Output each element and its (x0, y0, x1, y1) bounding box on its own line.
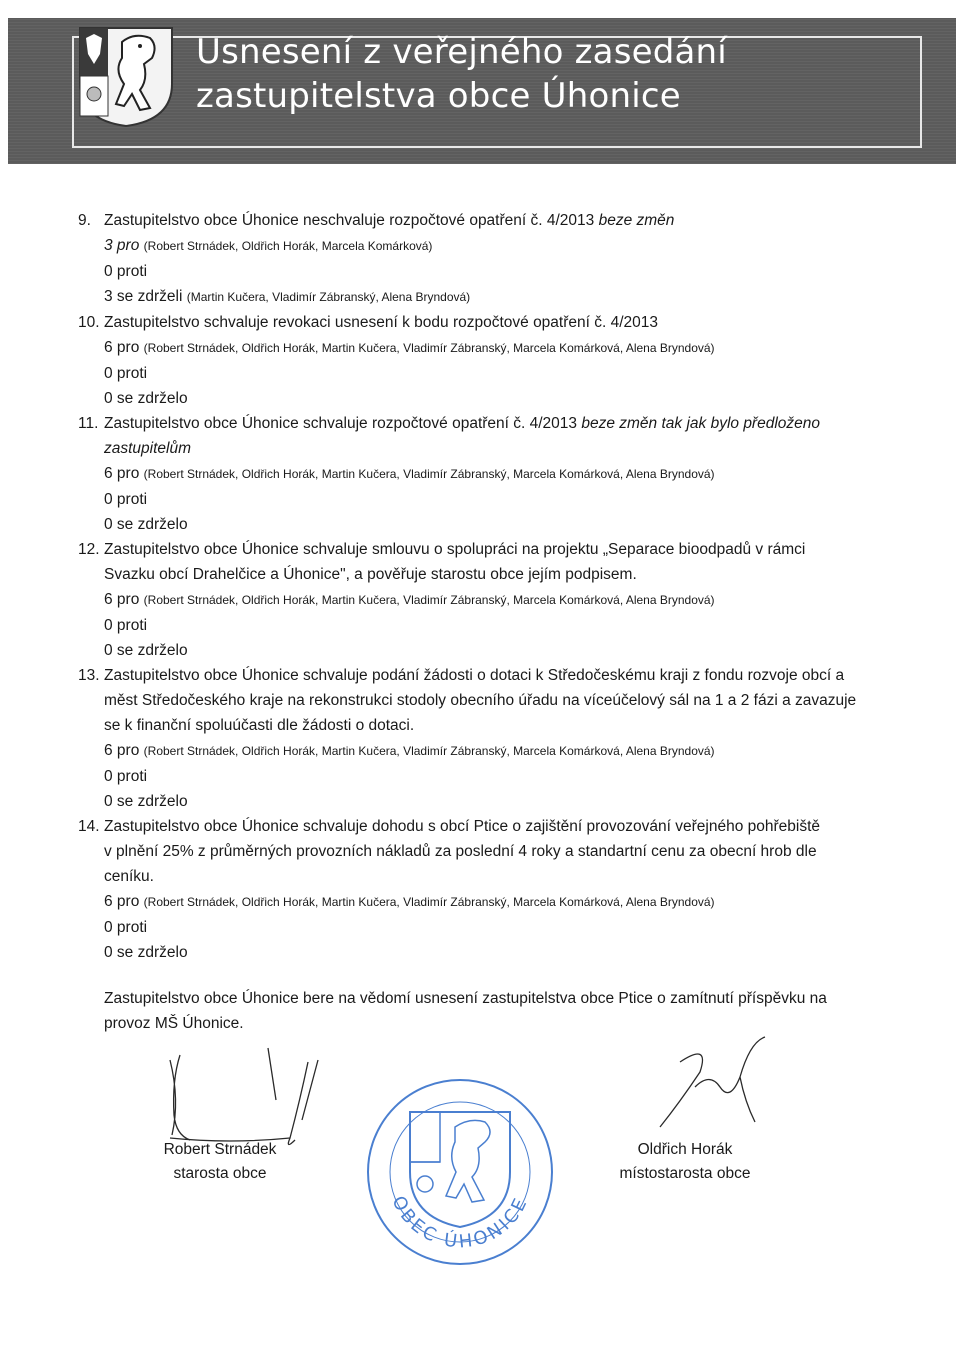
vote-abstain-label: 3 se zdrželi (104, 288, 183, 305)
item-number: 11. (78, 415, 99, 432)
page-title (196, 30, 896, 118)
item-number: 10. (78, 314, 100, 331)
vote-for-label: 3 pro (104, 237, 140, 254)
resolution-text: Zastupitelstvo obce Úhonice neschvaluje rozpočtové opatření č. 4/2013 (104, 212, 599, 229)
municipal-crest-icon (74, 24, 178, 128)
vote-for-names: (Robert Strnádek, Oldřich Horák, Martin Kučera, Vladimír Zábranský, Marcela Komárková, Alena Bryndová) (143, 341, 715, 355)
resolution-12 (0, 537, 960, 663)
vote-against: 0 proti (104, 768, 148, 785)
resolution-10 (0, 310, 960, 411)
resolution-text-italic-continued: zastupitelům (104, 440, 192, 457)
resolution-text: Zastupitelstvo obce Úhonice schvaluje rozpočtové opatření č. 4/2013 (104, 415, 582, 432)
vote-for-label: 6 pro (104, 742, 140, 759)
resolution-text-italic: beze změn (598, 212, 675, 229)
signature-right (640, 1032, 780, 1132)
resolution-text-continued: Svazku obcí Drahelčice a Úhonice", a pověřuje starostu obce jejím podpisem. (104, 566, 637, 583)
vote-abstain: 0 se zdrželo (104, 390, 188, 407)
vote-for-names: (Robert Strnádek, Oldřich Horák, Martin Kučera, Vladimír Zábranský, Marcela Komárková, Alena Bryndová) (143, 744, 715, 758)
vote-for-names: (Robert Strnádek, Oldřich Horák, Martin Kučera, Vladimír Zábranský, Marcela Komárková, Alena Bryndová) (143, 895, 715, 909)
vote-against: 0 proti (104, 365, 148, 382)
resolutions-list (0, 208, 960, 965)
vote-abstain: 0 se zdrželo (104, 642, 188, 659)
resolution-text-continued: v plnění 25% z průměrných provozních nákladů za poslední 4 roky a standartní cenu za obecní hrob dle (104, 843, 817, 860)
resolution-text-continued: ceníku. (104, 868, 154, 885)
vote-for-label: 6 pro (104, 465, 140, 482)
title-line-1: Usnesení z veřejného zasedání (196, 32, 727, 72)
left-signatory-role: starosta obce (173, 1165, 267, 1182)
vote-for-label: 6 pro (104, 591, 140, 608)
vote-against: 0 proti (104, 263, 148, 280)
item-number: 9. (78, 212, 91, 229)
item-number: 13. (78, 667, 100, 684)
vote-abstain-names: (Martin Kučera, Vladimír Zábranský, Alena Bryndová) (186, 290, 471, 304)
svg-text:OBEC ÚHONICE (387, 1193, 532, 1253)
resolution-text: Zastupitelstvo obce Úhonice schvaluje smlouvu o spolupráci na projektu „Separace bioodpadů v rámci (104, 541, 806, 558)
right-signatory-name: Oldřich Horák (637, 1141, 733, 1158)
vote-against: 0 proti (104, 491, 148, 508)
municipal-stamp (360, 1072, 560, 1272)
resolution-14 (0, 814, 960, 965)
right-signatory-role: místostarosta obce (619, 1165, 751, 1182)
resolution-13 (0, 663, 960, 814)
left-signatory-name: Robert Strnádek (163, 1141, 277, 1158)
resolution-text-continued: měst Středočeského kraje na rekonstrukci stodoly obecního úřadu na víceúčelový sál na 1 a 2 fázi a zavazuje (104, 692, 857, 709)
vote-for-label: 6 pro (104, 339, 140, 356)
vote-against: 0 proti (104, 617, 148, 634)
resolution-text-continued: se k finanční spoluúčasti dle žádosti o dotaci. (104, 717, 415, 734)
vote-for-label: 6 pro (104, 893, 140, 910)
vote-abstain: 0 se zdrželo (104, 516, 188, 533)
vote-abstain: 0 se zdrželo (104, 944, 188, 961)
vote-for-names: (Robert Strnádek, Oldřich Horák, Marcela Komárková) (143, 239, 433, 253)
item-number: 14. (78, 818, 100, 835)
resolution-text-italic: beze změn tak jak bylo předloženo (581, 415, 821, 432)
vote-for-names: (Robert Strnádek, Oldřich Horák, Martin Kučera, Vladimír Zábranský, Marcela Komárková, Alena Bryndová) (143, 467, 715, 481)
signature-left (150, 1040, 330, 1150)
resolution-text: Zastupitelstvo schvaluje revokaci usnesení k bodu rozpočtové opatření č. 4/2013 (104, 314, 659, 331)
note-line-1: Zastupitelstvo obce Úhonice bere na vědomí usnesení zastupitelstva obce Ptice o zamítnutí příspěvku na (104, 990, 827, 1007)
vote-for-names: (Robert Strnádek, Oldřich Horák, Martin Kučera, Vladimír Zábranský, Marcela Komárková, Alena Bryndová) (143, 593, 715, 607)
note-line-2: provoz MŠ Úhonice. (104, 1015, 244, 1032)
item-number: 12. (78, 541, 100, 558)
resolution-text: Zastupitelstvo obce Úhonice schvaluje dohodu s obcí Ptice o zajištění provozování veřejného pohřebiště (104, 818, 821, 835)
vote-abstain: 0 se zdrželo (104, 793, 188, 810)
stamp-text: OBEC ÚHONICE (387, 1192, 533, 1253)
resolution-11 (0, 411, 960, 537)
vote-against: 0 proti (104, 919, 148, 936)
resolution-text: Zastupitelstvo obce Úhonice schvaluje podání žádosti o dotaci k Středočeskému kraji z fondu rozvoje obcí a (104, 667, 845, 684)
resolution-9 (0, 208, 960, 310)
title-line-2: zastupitelstva obce Úhonice (196, 76, 681, 116)
acknowledgement-note (104, 986, 894, 1036)
